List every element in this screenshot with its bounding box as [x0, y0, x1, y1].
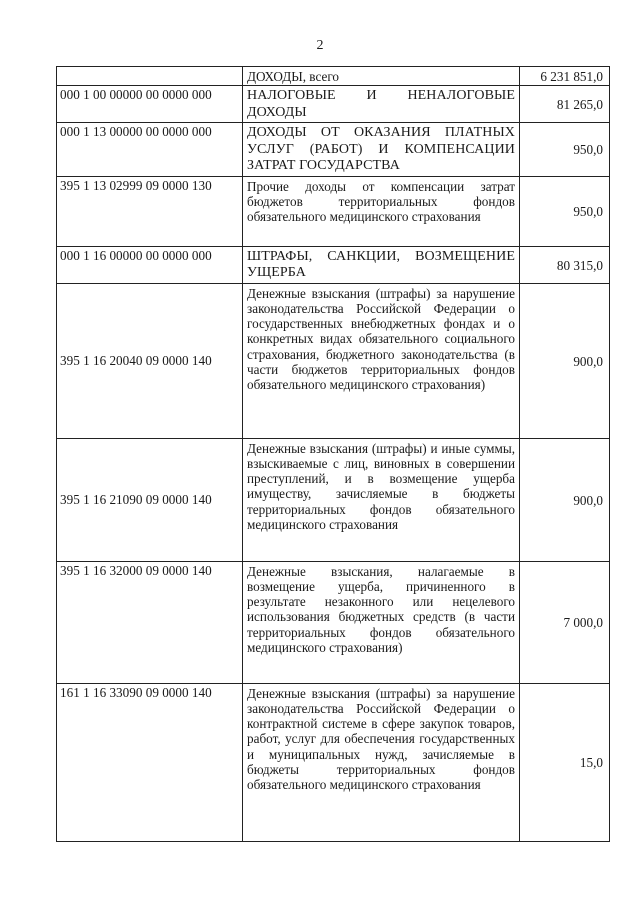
classification-code: 395 1 16 32000 09 0000 140	[57, 561, 243, 683]
revenue-amount: 900,0	[520, 283, 610, 438]
table-row	[57, 246, 610, 283]
revenue-description: Прочие доходы от компенсации затрат бюджетов территориальных фондов обязательного медицинского страхования	[243, 176, 520, 246]
revenue-amount: 950,0	[520, 123, 610, 177]
revenue-description: НАЛОГОВЫЕ И НЕНАЛОГОВЫЕ ДОХОДЫ	[243, 86, 520, 123]
table-row	[57, 438, 610, 561]
revenue-description: Денежные взыскания (штрафы) за нарушение законодательства Российской Федерации о контрактной системе в сфере закупок товаров, работ, услуг для обеспечения государственных и муниципальных нужд, зачисляемые в бюджеты территориальных фондов обязательного медицинского страхования	[243, 683, 520, 841]
classification-code: 000 1 16 00000 00 0000 000	[57, 246, 243, 283]
page-number: 2	[316, 38, 324, 53]
classification-code: 395 1 16 21090 09 0000 140	[57, 438, 243, 561]
table-row	[57, 176, 610, 246]
table-row	[57, 123, 610, 177]
table-row	[57, 561, 610, 683]
revenue-amount: 950,0	[520, 176, 610, 246]
revenue-amount: 81 265,0	[520, 86, 610, 123]
revenue-description: ДОХОДЫ ОТ ОКАЗАНИЯ ПЛАТНЫХ УСЛУГ (РАБОТ) И КОМПЕНСАЦИИ ЗАТРАТ ГОСУДАРСТВА	[243, 123, 520, 177]
budget-revenue-table	[56, 66, 610, 842]
revenue-amount: 7 000,0	[520, 561, 610, 683]
revenue-description: Денежные взыскания (штрафы) и иные суммы, взыскиваемые с лиц, виновных в совершении преступлений, и в возмещение ущерба имуществу, зачисляемые в бюджеты территориальных фондов обязательного медицинского страхования	[243, 438, 520, 561]
revenue-amount: 15,0	[520, 683, 610, 841]
classification-code: 395 1 16 20040 09 0000 140	[57, 283, 243, 438]
revenue-amount: 80 315,0	[520, 246, 610, 283]
table-row	[57, 67, 610, 86]
revenue-description: ШТРАФЫ, САНКЦИИ, ВОЗМЕЩЕНИЕ УЩЕРБА	[243, 246, 520, 283]
revenue-description: ДОХОДЫ, всего	[243, 67, 520, 86]
classification-code: 161 1 16 33090 09 0000 140	[57, 683, 243, 841]
table-row	[57, 283, 610, 438]
classification-code: 000 1 00 00000 00 0000 000	[57, 86, 243, 123]
revenue-description: Денежные взыскания (штрафы) за нарушение законодательства Российской Федерации о государственных внебюджетных фондах и о конкретных видах обязательного социального страхования, бюджетного законодательства (в части бюджетов территориальных фондов обязательного медицинского страхования)	[243, 283, 520, 438]
table-row	[57, 86, 610, 123]
revenue-description: Денежные взыскания, налагаемые в возмещение ущерба, причиненного в результате незаконного или нецелевого использования бюджетных средств (в части территориальных фондов обязательного медицинского страхования)	[243, 561, 520, 683]
classification-code: 395 1 13 02999 09 0000 130	[57, 176, 243, 246]
revenue-amount: 6 231 851,0	[520, 67, 610, 86]
revenue-amount: 900,0	[520, 438, 610, 561]
classification-code	[57, 67, 243, 86]
table-row	[57, 683, 610, 841]
classification-code: 000 1 13 00000 00 0000 000	[57, 123, 243, 177]
